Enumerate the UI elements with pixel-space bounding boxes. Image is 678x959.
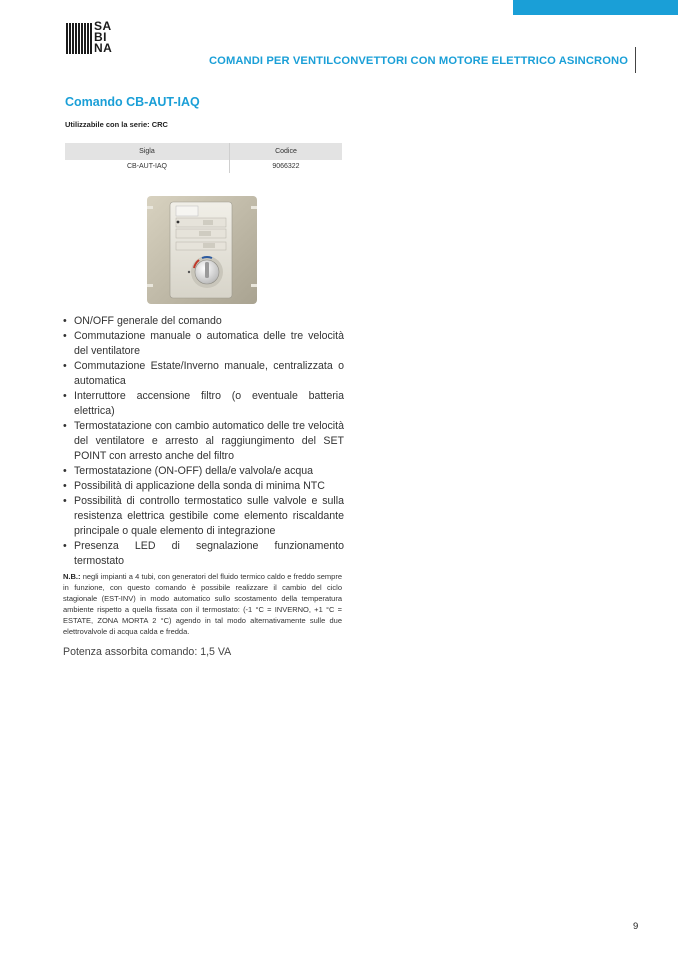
section-title: COMANDI PER VENTILCONVETTORI CON MOTORE ELETTRICO ASINCRONO bbox=[208, 55, 628, 67]
list-item: • Presenza LED di segnalazione funzionamento termostato bbox=[62, 539, 344, 569]
usable-with-series: Utilizzabile con la serie: CRC bbox=[65, 120, 168, 129]
top-accent-bar bbox=[513, 0, 678, 15]
product-code-table bbox=[65, 143, 342, 173]
list-item: • Interruttore accensione filtro (o eventuale batteria elettrica) bbox=[62, 389, 344, 419]
list-item: • Commutazione Estate/Inverno manuale, centralizzata o automatica bbox=[62, 359, 344, 389]
thermostat-control-panel-icon bbox=[147, 196, 257, 304]
page-number: 9 bbox=[633, 921, 639, 932]
power-consumption: Potenza assorbita comando: 1,5 VA bbox=[63, 646, 232, 658]
list-item: • ON/OFF generale del comando bbox=[62, 314, 344, 329]
column-header-codice: Codice bbox=[229, 143, 342, 160]
note-label: N.B.: bbox=[63, 571, 81, 581]
feature-list bbox=[62, 314, 344, 569]
note-text: negli impianti a 4 tubi, con generatori del fluido termico caldo e freddo sempre in funzione, con questo comando è possibile realizzare il cambio del ciclo stagionale (EST-INV) in modo automatico sullo scostamento della temperatura ambiente rispetto a quella fissata con il termostato: (-1 °C = INVERNO, +1 °C = ESTATE, ZONA MORTA 2 °C) agendo in tal modo alternativamente sulle due elettrovalvole di acqua calda e fredda. bbox=[63, 571, 342, 636]
cell-codice: 9066322 bbox=[229, 160, 342, 173]
list-item: • Termostatazione (ON-OFF) della/e valvola/e acqua bbox=[62, 464, 344, 479]
cell-sigla: CB-AUT-IAQ bbox=[126, 163, 167, 170]
logo-letters: SA BI NA bbox=[94, 19, 113, 55]
section-divider bbox=[635, 47, 636, 73]
logo-stripes-icon bbox=[66, 23, 93, 54]
table-header-row bbox=[65, 143, 342, 160]
list-item: • Possibilità di controllo termostatico sulle valvole e sulla resistenza elettrica gestibile come elemento riscaldante principale o quale elemento di integrazione bbox=[62, 494, 344, 539]
table-row bbox=[65, 160, 342, 173]
column-header-sigla: Sigla bbox=[65, 143, 229, 160]
note-paragraph bbox=[63, 571, 342, 637]
sabiana-logo bbox=[66, 19, 126, 56]
list-item: • Possibilità di applicazione della sonda di minima NTC bbox=[62, 479, 344, 494]
product-title: Comando CB-AUT-IAQ bbox=[65, 95, 200, 109]
list-item: • Termostatazione con cambio automatico delle tre velocità del ventilatore e arresto al raggiungimento del SET POINT con arresto anche del filtro bbox=[62, 419, 344, 464]
list-item: • Commutazione manuale o automatica delle tre velocità del ventilatore bbox=[62, 329, 344, 359]
